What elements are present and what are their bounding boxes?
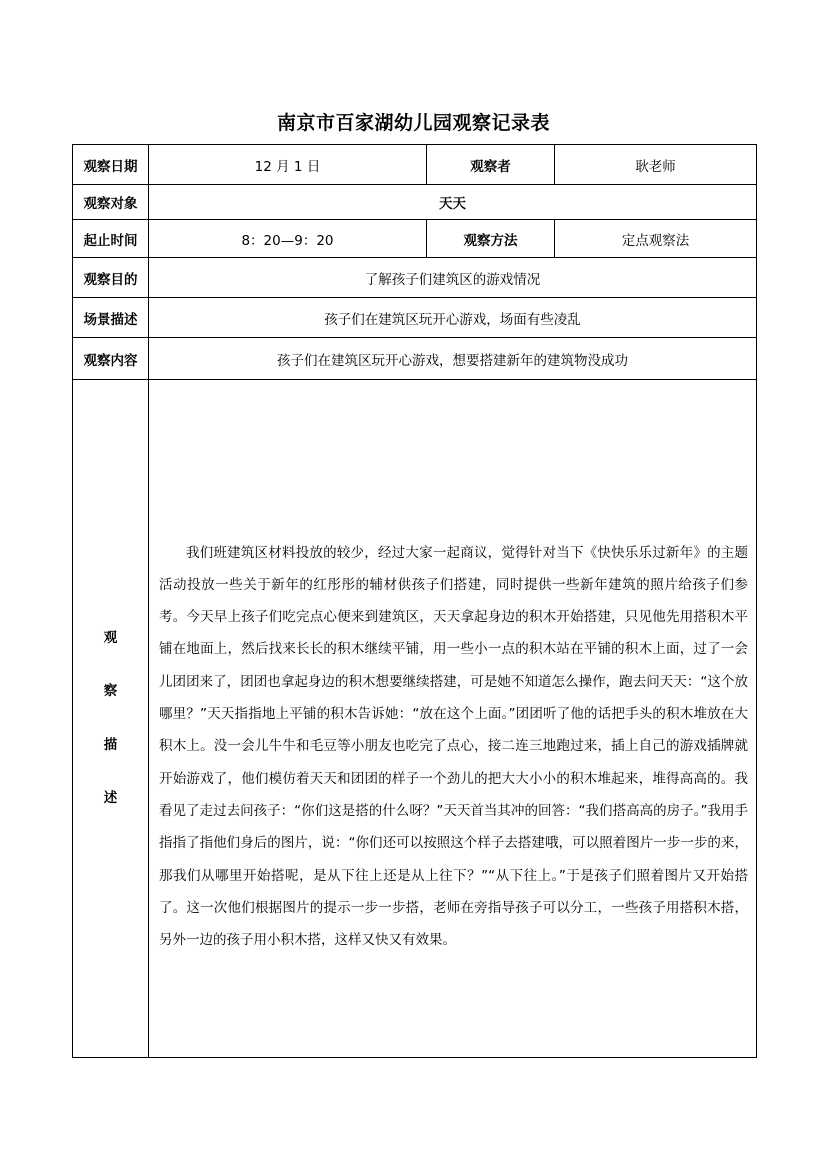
row-content: [73, 338, 757, 380]
observation-record-table: [72, 144, 757, 1058]
description-body: [149, 380, 757, 1058]
subject-label: 观察对象: [73, 185, 149, 220]
observer-label: 观察者: [427, 145, 555, 185]
purpose-label: 观察目的: [73, 258, 149, 298]
time-label: 起止时间: [73, 220, 149, 258]
content-value: 孩子们在建筑区玩开心游戏，想要搭建新年的建筑物没成功: [149, 338, 757, 380]
description-label-char: 述: [103, 790, 118, 806]
row-purpose: [73, 258, 757, 298]
subject-value: 天天: [149, 185, 757, 220]
row-time: [73, 220, 757, 258]
row-subject: [73, 185, 757, 220]
description-label-char: 察: [103, 683, 118, 699]
method-label: 观察方法: [427, 220, 555, 258]
description-label-char: 描: [103, 736, 118, 753]
description-text: 我们班建筑区材料投放的较少，经过大家一起商议，觉得针对当下《快快乐乐过新年》的主题活动投放一些关于新年的红彤彤的辅材供孩子们搭建，同时提供一些新年建筑的照片给孩子们参考。今天早上孩子们吃完点心便来到建筑区，天天拿起身边的积木开始搭建，只见他先用搭积木平铺在地面上，然后找来长长的积木继续平铺，用一些小一点的积木站在平铺的积木上面，过了一会儿团团来了，团团也拿起身边的积木想要继续搭建，可是她不知道怎么操作，跑去问天天：“这个放哪里？”天天指指地上平铺的积木告诉她：“放在这个上面。”团团听了他的话把手头的积木堆放在大积木上。没一会儿牛牛和毛豆等小朋友也吃完了点心，接二连三地跑过来，插上自己的游戏插牌就开始游戏了，他们模仿着天天和团团的样子一个劲儿的把大大小小的积木堆起来，堆得高高的。我看见了走过去问孩子：“你们这是搭的什么呀？”天天首当其冲的回答：“我们搭高高的房子。”我用手指指了指他们身后的图片，说：“你们还可以按照这个样子去搭建哦，可以照着图片一步一步的来，那我们从哪里开始搭呢，是从下往上还是从上往下？”“从下往上。”于是孩子们照着图片又开始搭了。这一次他们根据图片的提示一步一步搭，老师在旁指导孩子可以分工，一些孩子用搭积木搭，另外一边的孩子用小积木搭，这样又快又有效果。: [159, 544, 748, 949]
observer-value: 耿老师: [555, 145, 757, 185]
row-date: [73, 145, 757, 185]
row-description: [73, 380, 757, 1058]
row-scene: [73, 298, 757, 338]
scene-label: 场景描述: [73, 298, 149, 338]
time-value: 8：20—9：20: [149, 220, 427, 258]
scene-value: 孩子们在建筑区玩开心游戏，场面有些凌乱: [149, 298, 757, 338]
content-label: 观察内容: [73, 338, 149, 380]
description-label-char: 观: [103, 629, 118, 646]
date-value: 12 月 1 日: [149, 145, 427, 185]
method-value: 定点观察法: [555, 220, 757, 258]
page-title: 南京市百家湖幼儿园观察记录表: [276, 112, 550, 134]
purpose-value: 了解孩子们建筑区的游戏情况: [149, 258, 757, 298]
description-label: [73, 380, 149, 1058]
date-label: 观察日期: [73, 145, 149, 185]
